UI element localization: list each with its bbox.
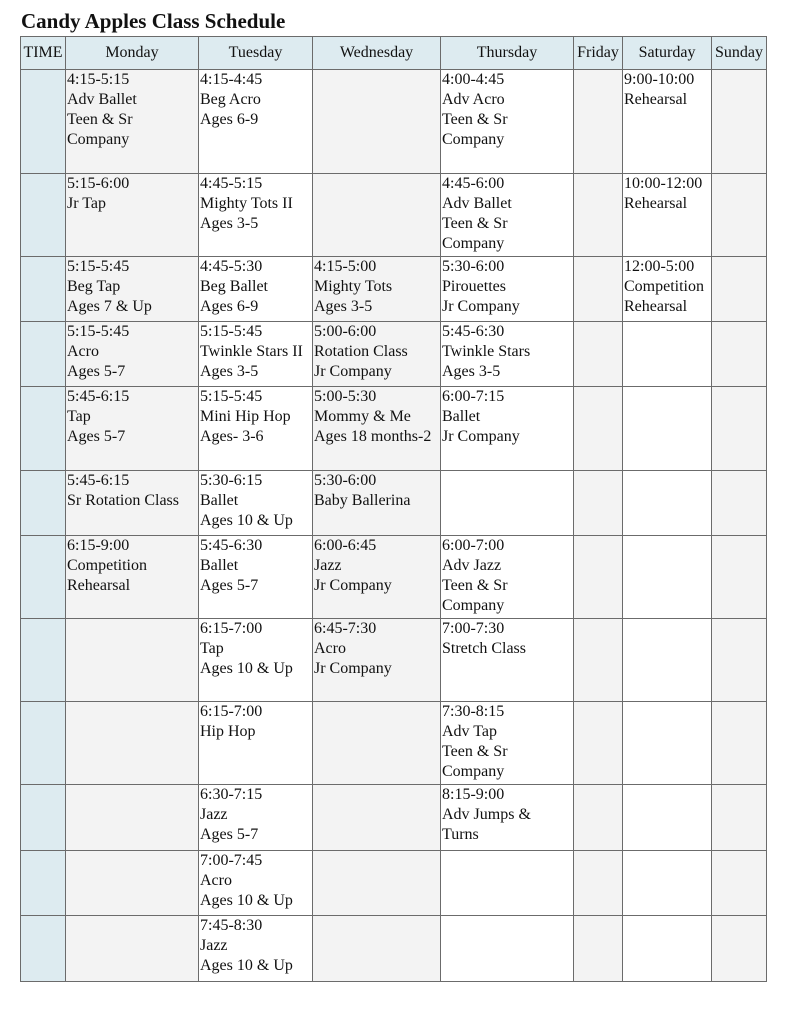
class-text-line: Baby Ballerina (314, 492, 411, 509)
header-wednesday: Wednesday (313, 37, 441, 70)
class-text-line: Rehearsal (624, 91, 688, 108)
schedule-cell-sunday (712, 257, 767, 322)
class-text-line: 5:15-5:45 (200, 323, 263, 340)
class-text-line: 5:15-5:45 (67, 258, 130, 275)
class-text-line: Beg Ballet (200, 278, 268, 295)
class-text-line: 6:00-7:00 (442, 537, 505, 554)
header-thursday: Thursday (441, 37, 574, 70)
class-text-line: 6:15-7:00 (200, 620, 263, 637)
class-text-line: Jazz (200, 937, 228, 954)
schedule-cell-tuesday (199, 619, 313, 702)
schedule-cell-thursday (441, 387, 574, 471)
class-text-line: Ages 5-7 (200, 577, 259, 594)
schedule-cell-friday (574, 257, 623, 322)
schedule-row (21, 702, 767, 785)
schedule-cell-sunday (712, 322, 767, 387)
header-time: TIME (21, 37, 66, 70)
class-text-line: 5:15-5:45 (200, 388, 263, 405)
time-cell (21, 619, 66, 702)
class-text-line: 5:30-6:15 (200, 472, 263, 489)
class-text-line: Company (442, 763, 505, 780)
schedule-cell-tuesday (199, 387, 313, 471)
class-text-line: Ages 6-9 (200, 298, 259, 315)
schedule-cell-friday (574, 471, 623, 536)
class-text-line: Teen & Sr (67, 111, 133, 128)
class-text-line: Ages 5-7 (200, 826, 259, 843)
schedule-cell-sunday (712, 702, 767, 785)
schedule-cell-monday (66, 257, 199, 322)
class-text-line: Jr Company (314, 363, 392, 380)
schedule-cell-tuesday (199, 536, 313, 619)
class-text-line: Ages- 3-6 (200, 428, 264, 445)
class-text-line: 10:00-12:00 (624, 175, 703, 192)
schedule-cell-thursday (441, 702, 574, 785)
schedule-cell-tuesday (199, 851, 313, 916)
class-text-line: Adv Acro (442, 91, 505, 108)
header-friday: Friday (574, 37, 623, 70)
class-text-line: Ages 18 months-2 (314, 428, 432, 445)
class-text-line: Company (67, 131, 130, 148)
schedule-cell-saturday (623, 702, 712, 785)
class-text-line: Mini Hip Hop (200, 408, 291, 425)
class-text-line: Ages 3-5 (200, 363, 259, 380)
class-text-line: Pirouettes (442, 278, 506, 295)
class-text-line: Jr Company (314, 660, 392, 677)
class-text-line: Ages 5-7 (67, 428, 126, 445)
schedule-cell-thursday (441, 916, 574, 982)
class-text-line: 7:45-8:30 (200, 917, 263, 934)
schedule-cell-wednesday (313, 387, 441, 471)
class-text-line: Ages 6-9 (200, 111, 259, 128)
time-cell (21, 387, 66, 471)
schedule-cell-sunday (712, 619, 767, 702)
class-text-line: Turns (442, 826, 479, 843)
class-text-line: Ballet (200, 557, 239, 574)
schedule-cell-monday (66, 174, 199, 257)
schedule-cell-monday (66, 536, 199, 619)
class-text-line: Adv Jazz (442, 557, 502, 574)
schedule-cell-sunday (712, 536, 767, 619)
class-text-line: Ages 3-5 (314, 298, 373, 315)
class-text-line: 6:00-6:45 (314, 537, 377, 554)
class-text-line: Jr Company (442, 428, 520, 445)
schedule-cell-monday (66, 471, 199, 536)
class-text-line: Adv Tap (442, 723, 498, 740)
class-text-line: 4:15-5:15 (67, 71, 130, 88)
schedule-cell-saturday (623, 536, 712, 619)
class-text-line: Ages 10 & Up (200, 892, 293, 909)
class-text-line: Jazz (314, 557, 342, 574)
class-text-line: 7:30-8:15 (442, 703, 505, 720)
time-cell (21, 702, 66, 785)
schedule-cell-wednesday (313, 785, 441, 851)
class-text-line: Company (442, 235, 505, 252)
schedule-cell-wednesday (313, 257, 441, 322)
header-tuesday: Tuesday (199, 37, 313, 70)
schedule-cell-monday (66, 619, 199, 702)
schedule-row (21, 174, 767, 257)
class-text-line: 5:45-6:30 (200, 537, 263, 554)
schedule-cell-sunday (712, 851, 767, 916)
schedule-row (21, 619, 767, 702)
class-text-line: Ages 10 & Up (200, 660, 293, 677)
schedule-cell-saturday (623, 257, 712, 322)
class-text-line: Mighty Tots II (200, 195, 293, 212)
class-text-line: Adv Jumps & (442, 806, 531, 823)
schedule-cell-friday (574, 916, 623, 982)
time-cell (21, 785, 66, 851)
class-text-line: Rehearsal (67, 577, 131, 594)
schedule-cell-tuesday (199, 702, 313, 785)
class-text-line: 5:45-6:15 (67, 388, 130, 405)
schedule-cell-thursday (441, 619, 574, 702)
class-text-line: Adv Ballet (67, 91, 137, 108)
schedule-cell-monday (66, 387, 199, 471)
page-title: Candy Apples Class Schedule (21, 9, 286, 33)
class-text-line: Mommy & Me (314, 408, 411, 425)
schedule-row (21, 536, 767, 619)
schedule-cell-tuesday (199, 471, 313, 536)
schedule-cell-saturday (623, 387, 712, 471)
class-text-line: Tap (200, 640, 224, 657)
schedule-cell-friday (574, 387, 623, 471)
schedule-row (21, 851, 767, 916)
schedule-cell-friday (574, 70, 623, 174)
schedule-row (21, 785, 767, 851)
schedule-cell-sunday (712, 471, 767, 536)
time-cell (21, 916, 66, 982)
schedule-cell-monday (66, 70, 199, 174)
schedule-table (20, 36, 767, 982)
class-text-line: Company (442, 597, 505, 614)
schedule-cell-sunday (712, 916, 767, 982)
schedule-cell-tuesday (199, 785, 313, 851)
schedule-cell-thursday (441, 536, 574, 619)
schedule-cell-thursday (441, 785, 574, 851)
schedule-cell-monday (66, 916, 199, 982)
class-text-line: 5:45-6:15 (67, 472, 130, 489)
schedule-cell-wednesday (313, 322, 441, 387)
time-cell (21, 851, 66, 916)
class-text-line: Rehearsal (624, 298, 688, 315)
class-text-line: Jazz (200, 806, 228, 823)
schedule-cell-tuesday (199, 322, 313, 387)
class-text-line: 9:00-10:00 (624, 71, 695, 88)
schedule-cell-friday (574, 536, 623, 619)
schedule-cell-saturday (623, 322, 712, 387)
class-text-line: 5:30-6:00 (314, 472, 377, 489)
class-text-line: Twinkle Stars II (200, 343, 303, 360)
schedule-cell-monday (66, 322, 199, 387)
class-text-line: 5:45-6:30 (442, 323, 505, 340)
class-text-line: Acro (67, 343, 99, 360)
class-text-line: 12:00-5:00 (624, 258, 695, 275)
class-text-line: Twinkle Stars (442, 343, 531, 360)
schedule-cell-tuesday (199, 916, 313, 982)
schedule-cell-thursday (441, 851, 574, 916)
time-cell (21, 257, 66, 322)
class-text-line: Acro (314, 640, 346, 657)
class-text-line: Teen & Sr (442, 743, 508, 760)
schedule-cell-wednesday (313, 916, 441, 982)
class-text-line: Ages 5-7 (67, 363, 126, 380)
class-text-line: Mighty Tots (314, 278, 393, 295)
class-text-line: 7:00-7:45 (200, 852, 263, 869)
schedule-cell-wednesday (313, 851, 441, 916)
time-cell (21, 322, 66, 387)
class-text-line: Teen & Sr (442, 111, 508, 128)
time-cell (21, 70, 66, 174)
class-text-line: Tap (67, 408, 91, 425)
class-text-line: Jr Tap (67, 195, 107, 212)
time-cell (21, 174, 66, 257)
schedule-row (21, 70, 767, 174)
class-text-line: 5:00-5:30 (314, 388, 377, 405)
schedule-cell-wednesday (313, 536, 441, 619)
schedule-cell-saturday (623, 851, 712, 916)
schedule-row (21, 387, 767, 471)
schedule-cell-wednesday (313, 174, 441, 257)
class-text-line: Ages 7 & Up (67, 298, 152, 315)
class-text-line: 8:15-9:00 (442, 786, 505, 803)
schedule-cell-thursday (441, 257, 574, 322)
class-text-line: Ages 3-5 (442, 363, 501, 380)
class-text-line: Beg Acro (200, 91, 261, 108)
class-text-line: 4:00-4:45 (442, 71, 505, 88)
header-saturday: Saturday (623, 37, 712, 70)
class-text-line: 6:45-7:30 (314, 620, 377, 637)
schedule-cell-sunday (712, 785, 767, 851)
schedule-cell-tuesday (199, 257, 313, 322)
header-sunday: Sunday (712, 37, 767, 70)
class-text-line: Jr Company (314, 577, 392, 594)
schedule-row (21, 471, 767, 536)
schedule-cell-sunday (712, 387, 767, 471)
class-text-line: 4:45-5:15 (200, 175, 263, 192)
class-text-line: Teen & Sr (442, 215, 508, 232)
class-text-line: Jr Company (442, 298, 520, 315)
schedule-cell-wednesday (313, 619, 441, 702)
schedule-cell-tuesday (199, 70, 313, 174)
schedule-cell-sunday (712, 70, 767, 174)
class-text-line: 5:15-6:00 (67, 175, 130, 192)
class-text-line: Teen & Sr (442, 577, 508, 594)
schedule-cell-saturday (623, 471, 712, 536)
class-text-line: Ages 3-5 (200, 215, 259, 232)
schedule-cell-thursday (441, 322, 574, 387)
schedule-cell-saturday (623, 785, 712, 851)
schedule-cell-friday (574, 322, 623, 387)
schedule-cell-tuesday (199, 174, 313, 257)
schedule-cell-saturday (623, 174, 712, 257)
schedule-cell-monday (66, 702, 199, 785)
time-cell (21, 536, 66, 619)
class-text-line: Rehearsal (624, 195, 688, 212)
schedule-cell-monday (66, 851, 199, 916)
schedule-cell-thursday (441, 471, 574, 536)
time-cell (21, 471, 66, 536)
class-text-line: Ballet (442, 408, 481, 425)
class-text-line: Beg Tap (67, 278, 121, 295)
class-text-line: Acro (200, 872, 232, 889)
class-text-line: Competition (67, 557, 147, 574)
header-monday: Monday (66, 37, 199, 70)
class-text-line: 4:45-6:00 (442, 175, 505, 192)
class-text-line: 4:45-5:30 (200, 258, 263, 275)
class-text-line: 6:00-7:15 (442, 388, 505, 405)
class-text-line: Ages 10 & Up (200, 512, 293, 529)
class-text-line: 6:15-9:00 (67, 537, 130, 554)
class-text-line: 5:30-6:00 (442, 258, 505, 275)
schedule-cell-friday (574, 851, 623, 916)
class-text-line: 4:15-4:45 (200, 71, 263, 88)
schedule-cell-friday (574, 785, 623, 851)
schedule-cell-sunday (712, 174, 767, 257)
class-text-line: Adv Ballet (442, 195, 512, 212)
schedule-cell-saturday (623, 916, 712, 982)
class-text-line: Competition (624, 278, 704, 295)
class-text-line: Ballet (200, 492, 239, 509)
schedule-row (21, 916, 767, 982)
schedule-cell-wednesday (313, 702, 441, 785)
schedule-cell-wednesday (313, 471, 441, 536)
class-text-line: Stretch Class (442, 640, 526, 657)
schedule-row (21, 257, 767, 322)
schedule-cell-friday (574, 174, 623, 257)
class-text-line: 5:00-6:00 (314, 323, 377, 340)
schedule-cell-saturday (623, 70, 712, 174)
class-text-line: 6:30-7:15 (200, 786, 263, 803)
class-text-line: 5:15-5:45 (67, 323, 130, 340)
schedule-cell-saturday (623, 619, 712, 702)
class-text-line: Sr Rotation Class (67, 492, 180, 509)
header-row (21, 37, 767, 70)
schedule-cell-monday (66, 785, 199, 851)
class-text-line: 6:15-7:00 (200, 703, 263, 720)
schedule-cell-thursday (441, 70, 574, 174)
schedule-cell-friday (574, 619, 623, 702)
class-text-line: Company (442, 131, 505, 148)
class-text-line: Hip Hop (200, 723, 256, 740)
schedule-cell-wednesday (313, 70, 441, 174)
schedule-cell-thursday (441, 174, 574, 257)
class-text-line: 7:00-7:30 (442, 620, 505, 637)
class-text-line: Rotation Class (314, 343, 408, 360)
schedule-cell-friday (574, 702, 623, 785)
schedule-row (21, 322, 767, 387)
class-text-line: Ages 10 & Up (200, 957, 293, 974)
schedule-body (21, 70, 767, 982)
class-text-line: 4:15-5:00 (314, 258, 377, 275)
